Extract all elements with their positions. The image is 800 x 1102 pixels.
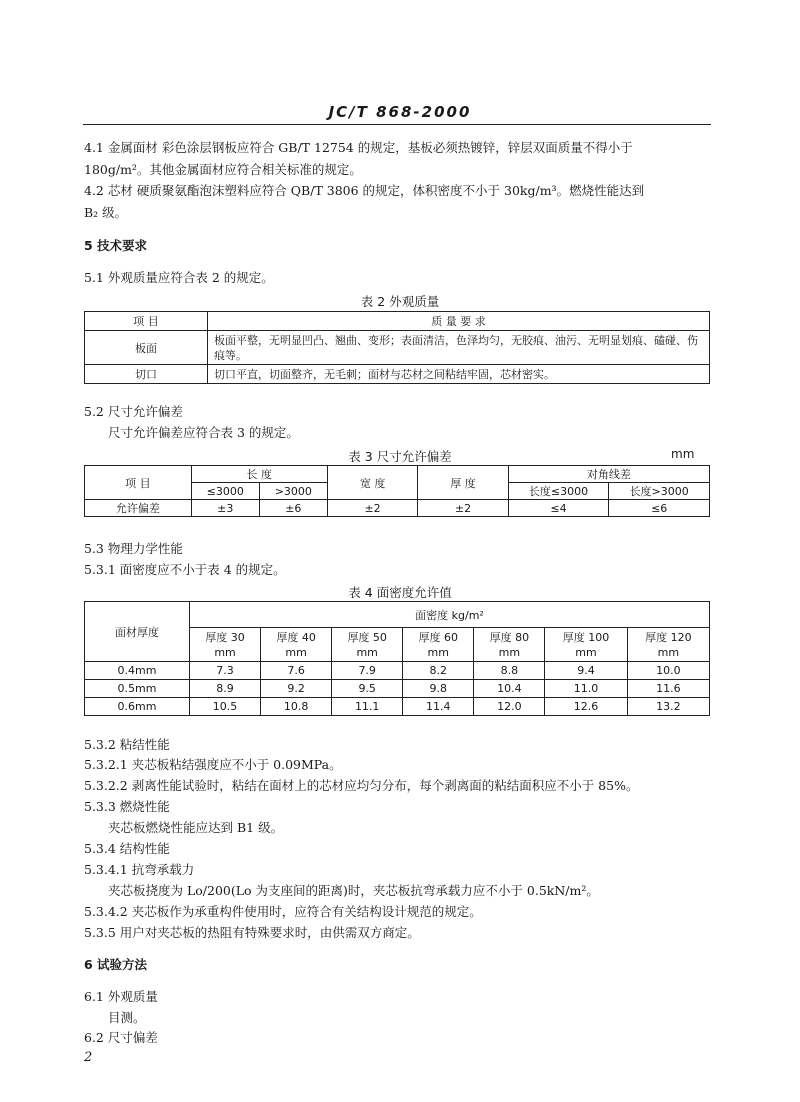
clause-4-1-line1: 4.1 金属面材 彩色涂层钢板应符合 GB/T 12754 的规定，基板必须热镀锌，锌层双面质量不得小于 [84, 140, 633, 155]
section-5-heading: 5 技术要求 [84, 238, 148, 253]
table4 [84, 601, 710, 716]
table4-col-header [545, 628, 627, 662]
table4-cell: 13.2 [627, 698, 709, 716]
table2 [84, 311, 710, 384]
table3-head-thickness: 厚 度 [418, 466, 508, 500]
table3-caption: 表 3 尺寸允许偏差 [348, 449, 452, 464]
table2-head-requirement: 质 量 要 求 [208, 312, 710, 331]
table3-cell: ±3 [191, 500, 259, 517]
table2-row-label: 切口 [85, 365, 208, 384]
header-rule [83, 124, 711, 125]
table3-cell: ±6 [259, 500, 327, 517]
clause-5-3-2-1: 5.3.2.1 夹芯板粘结强度应不小于 0.09MPa。 [84, 757, 342, 772]
table4-cell: 11.4 [403, 698, 474, 716]
table4-col-header [261, 628, 332, 662]
table4-cell: 11.1 [332, 698, 403, 716]
table4-cell: 9.8 [403, 680, 474, 698]
table4-cell: 10.8 [261, 698, 332, 716]
table3-cell: ±2 [327, 500, 417, 517]
table4-col-header [332, 628, 403, 662]
table4-row-label: 0.6mm [85, 698, 190, 716]
table3-head-len-b: >3000 [259, 483, 327, 500]
table4-cell: 7.3 [190, 662, 261, 680]
table4-cell: 8.2 [403, 662, 474, 680]
section-6-heading: 6 试验方法 [84, 957, 148, 972]
table2-caption: 表 2 外观质量 [360, 294, 440, 309]
table4-cell: 12.0 [474, 698, 545, 716]
clause-5-1: 5.1 外观质量应符合表 2 的规定。 [84, 270, 274, 285]
table3-head-diag-b: 长度>3000 [609, 483, 710, 500]
table4-col-header-thickness: 厚度 50 [347, 630, 387, 644]
clause-5-3-3: 5.3.3 燃烧性能 [84, 799, 170, 814]
table4-col-header-thickness: 厚度 100 [562, 630, 610, 644]
table4-col-header-thickness: 厚度 60 [418, 630, 459, 644]
clause-5-3-4-2: 5.3.4.2 夹芯板作为承重构件使用时，应符合有关结构设计规范的规定。 [84, 904, 482, 919]
clause-6-1: 6.1 外观质量 [84, 989, 158, 1004]
table4-col-header-unit: mm [214, 645, 236, 659]
table2-row-label: 板面 [85, 331, 208, 365]
table4-col-header-unit: mm [285, 645, 307, 659]
table4-cell: 11.0 [545, 680, 627, 698]
clause-5-3-4: 5.3.4 结构性能 [84, 841, 170, 856]
table4-col-header [190, 628, 261, 662]
table4-col-header-thickness: 厚度 40 [276, 630, 316, 644]
table3-head-width: 宽 度 [327, 466, 417, 500]
table4-row [85, 662, 710, 680]
table4-cell: 10.4 [474, 680, 545, 698]
table4-row-label: 0.4mm [85, 662, 190, 680]
table4-cell: 9.2 [261, 680, 332, 698]
table4-col-header-unit: mm [657, 645, 680, 659]
table4-col-header [627, 628, 709, 662]
clause-5-2-text: 尺寸允许偏差应符合表 3 的规定。 [108, 425, 299, 440]
table2-row-text: 板面平整，无明显凹凸、翘曲、变形；表面清洁，色泽均匀，无胶痕、油污、无明显划痕、磕碰、伤痕等。 [208, 331, 710, 365]
table4-cell: 10.5 [190, 698, 261, 716]
table3-head-length: 长 度 [191, 466, 327, 483]
table4-head-group: 面密度 kg/m² [190, 602, 710, 628]
table4-col-header-thickness: 厚度 120 [645, 630, 692, 644]
table3-cell: ≤4 [508, 500, 609, 517]
page-number: 2 [84, 1050, 93, 1065]
clause-5-3-4-1: 5.3.4.1 抗弯承载力 [84, 862, 195, 877]
table4-col-header-thickness: 厚度 30 [205, 630, 245, 644]
clause-5-3-1: 5.3.1 面密度应不小于表 4 的规定。 [84, 562, 286, 577]
clause-4-2-line1: 4.2 芯材 硬质聚氨酯泡沫塑料应符合 QB/T 3806 的规定，体积密度不小于 30kg/m³。燃烧性能达到 [84, 183, 645, 198]
clause-5-2: 5.2 尺寸允许偏差 [84, 404, 183, 419]
table4-caption: 表 4 面密度允许值 [348, 585, 452, 600]
table4-head-item: 面材厚度 [85, 602, 190, 662]
table4-cell: 11.6 [627, 680, 709, 698]
clause-6-2: 6.2 尺寸偏差 [84, 1030, 158, 1045]
table4-col-header-unit: mm [427, 645, 449, 659]
table4-col-header [403, 628, 474, 662]
table4-cell: 10.0 [627, 662, 709, 680]
table4-row-label: 0.5mm [85, 680, 190, 698]
table3-head-diag-a: 长度≤3000 [508, 483, 609, 500]
table3 [84, 465, 710, 517]
clause-5-3-2-2: 5.3.2.2 剥离性能试验时，粘结在面材上的芯材应均匀分布，每个剥离面的粘结面积应不小于 85%。 [84, 778, 639, 793]
clause-5-3-5: 5.3.5 用户对夹芯板的热阻有特殊要求时，由供需双方商定。 [84, 925, 420, 940]
table4-col-header-unit: mm [356, 645, 378, 659]
standard-header: JC/T 868-2000 [328, 103, 472, 121]
table4-cell: 12.6 [545, 698, 627, 716]
clause-4-2-line2: B₂ 级。 [84, 205, 128, 220]
clause-4-1-line2: 180g/m²。其他金属面材应符合相关标准的规定。 [84, 162, 362, 177]
table4-row [85, 698, 710, 716]
table4-col-header-thickness: 厚度 80 [489, 630, 530, 644]
table3-head-item: 项 目 [85, 466, 192, 500]
clause-5-3: 5.3 物理力学性能 [84, 541, 183, 556]
table2-head-item: 项 目 [85, 312, 208, 331]
table4-cell: 7.6 [261, 662, 332, 680]
table4-col-header-unit: mm [498, 645, 521, 659]
clause-5-3-4-1-text: 夹芯板挠度为 Lo/200(Lo 为支座间的距离)时，夹芯板抗弯承载力应不小于 0.5kN/m²。 [108, 883, 599, 898]
clause-6-1-text: 目测。 [108, 1010, 146, 1025]
table3-head-diagonal: 对角线差 [508, 466, 709, 483]
table4-cell: 9.5 [332, 680, 403, 698]
table3-unit: mm [671, 447, 695, 461]
clause-5-3-2: 5.3.2 粘结性能 [84, 737, 170, 752]
table4-col-header-unit: mm [575, 645, 597, 659]
table3-cell: ≤6 [609, 500, 710, 517]
table4-cell: 8.9 [190, 680, 261, 698]
table4-col-header [474, 628, 545, 662]
table4-cell: 8.8 [474, 662, 545, 680]
table2-row-text: 切口平直，切面整齐，无毛刺；面材与芯材之间粘结牢固，芯材密实。 [208, 365, 710, 384]
table4-cell: 7.9 [332, 662, 403, 680]
table4-row [85, 680, 710, 698]
table4-cell: 9.4 [545, 662, 627, 680]
table3-cell: ±2 [418, 500, 508, 517]
table3-head-len-a: ≤3000 [191, 483, 259, 500]
table3-row-label: 允许偏差 [85, 500, 192, 517]
clause-5-3-3-text: 夹芯板燃烧性能应达到 B1 级。 [108, 820, 284, 835]
